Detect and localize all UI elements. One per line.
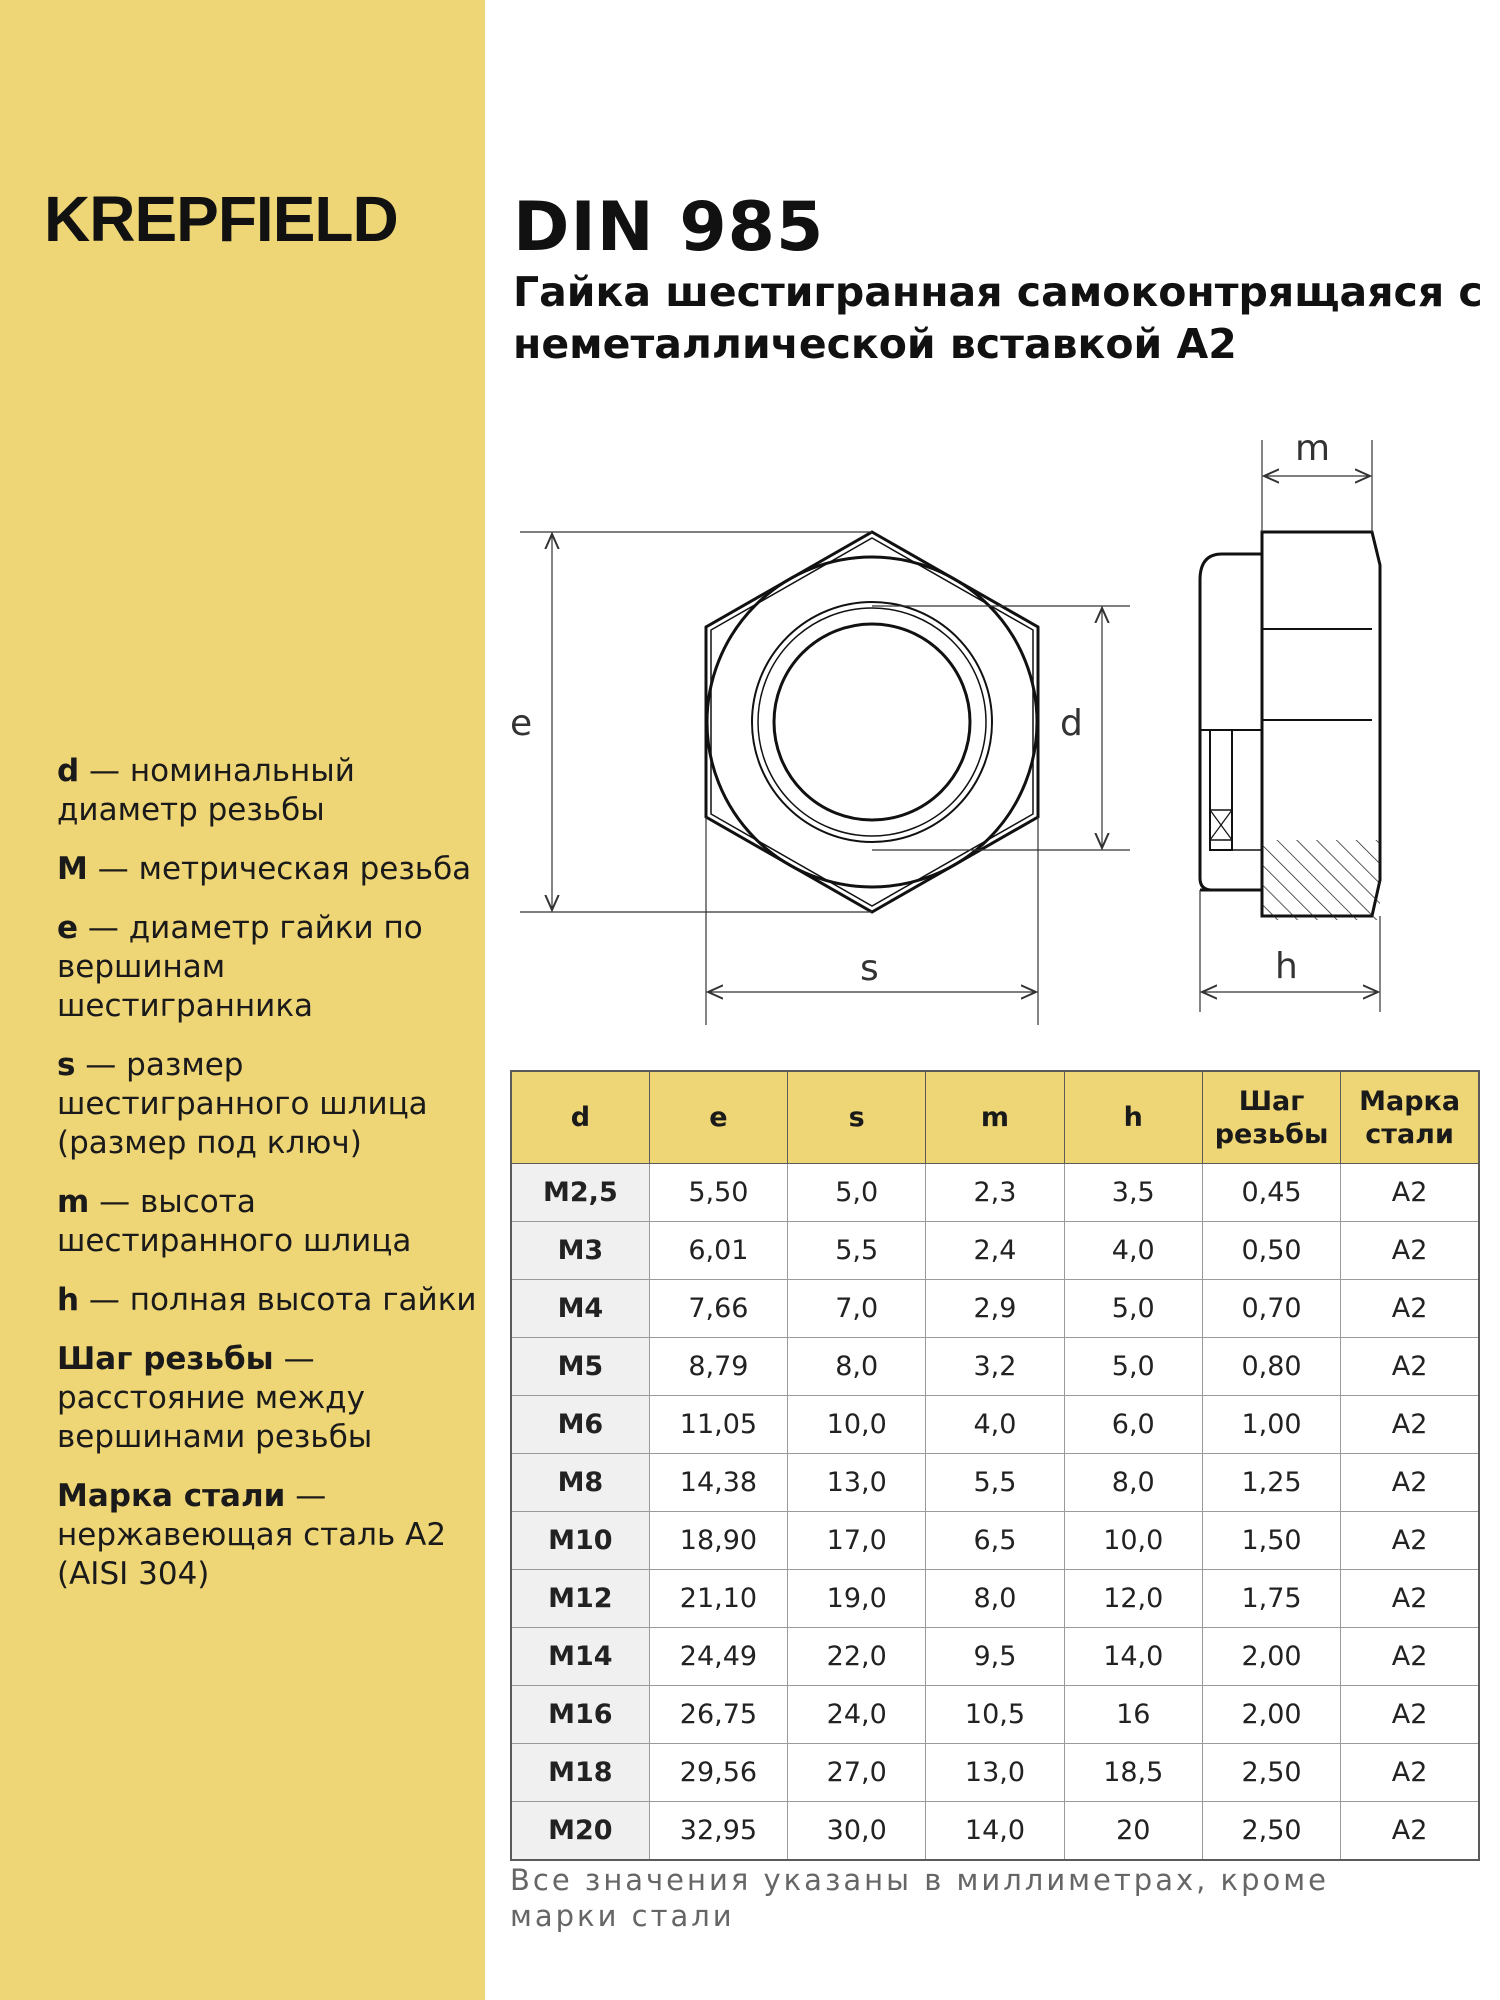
legend-item — [57, 1183, 477, 1261]
table-cell: 22,0 — [788, 1628, 926, 1686]
legend-term: Шаг резьбы — [57, 1341, 274, 1377]
table-cell: 1,25 — [1202, 1454, 1340, 1512]
legend-description: — размер шестигранного шлица (размер под ключ) — [57, 1047, 428, 1161]
table-cell: M2,5 — [511, 1164, 649, 1222]
legend-term: d — [57, 753, 80, 789]
table-cell: 5,5 — [788, 1222, 926, 1280]
table-cell: M14 — [511, 1628, 649, 1686]
table-cell: A2 — [1341, 1686, 1479, 1744]
table-cell: M16 — [511, 1686, 649, 1744]
table-cell: A2 — [1341, 1628, 1479, 1686]
table-row — [511, 1686, 1479, 1744]
legend-item — [57, 1340, 477, 1457]
legend-description: — высота шестиранного шлица — [57, 1184, 412, 1259]
table-cell: A2 — [1341, 1454, 1479, 1512]
table-cell: A2 — [1341, 1222, 1479, 1280]
table-cell: A2 — [1341, 1164, 1479, 1222]
table-cell: 0,80 — [1202, 1338, 1340, 1396]
table-header-row — [511, 1071, 1479, 1164]
nut-front-view — [706, 532, 1038, 912]
table-header-cell: m — [926, 1071, 1064, 1164]
page-title: DIN 985 — [513, 188, 825, 267]
table-cell: 2,9 — [926, 1280, 1064, 1338]
sidebar — [0, 0, 485, 2000]
table-body — [511, 1164, 1479, 1861]
table-cell: 13,0 — [926, 1744, 1064, 1802]
table-cell: 27,0 — [788, 1744, 926, 1802]
table-cell: M5 — [511, 1338, 649, 1396]
table-cell: 6,0 — [1064, 1396, 1202, 1454]
table-cell: 18,5 — [1064, 1744, 1202, 1802]
table-cell: M8 — [511, 1454, 649, 1512]
table-row — [511, 1338, 1479, 1396]
table-cell: 17,0 — [788, 1512, 926, 1570]
table-cell: M20 — [511, 1802, 649, 1861]
table-cell: A2 — [1341, 1570, 1479, 1628]
table-cell: 5,50 — [649, 1164, 787, 1222]
table-cell: 0,70 — [1202, 1280, 1340, 1338]
table-cell: 18,90 — [649, 1512, 787, 1570]
table-cell: 24,49 — [649, 1628, 787, 1686]
legend-item — [57, 1046, 477, 1163]
table-cell: M10 — [511, 1512, 649, 1570]
legend — [57, 752, 477, 1614]
table-cell: M18 — [511, 1744, 649, 1802]
table-header-cell: Марка стали — [1341, 1071, 1479, 1164]
table-cell: 20 — [1064, 1802, 1202, 1861]
table-row — [511, 1802, 1479, 1861]
table-cell: 24,0 — [788, 1686, 926, 1744]
dimension-s — [706, 817, 1038, 1025]
table-header-cell: d — [511, 1071, 649, 1164]
legend-description: — метрическая резьба — [87, 851, 472, 887]
table-cell: 7,0 — [788, 1280, 926, 1338]
table-cell: 4,0 — [1064, 1222, 1202, 1280]
table-cell: A2 — [1341, 1338, 1479, 1396]
legend-term: M — [57, 851, 88, 887]
dimension-e — [520, 532, 872, 912]
table-cell: 0,50 — [1202, 1222, 1340, 1280]
label-e: e — [510, 703, 533, 744]
label-d: d — [1060, 703, 1083, 744]
table-cell: 10,0 — [788, 1396, 926, 1454]
table-cell: 0,45 — [1202, 1164, 1340, 1222]
table-cell: 6,5 — [926, 1512, 1064, 1570]
legend-description: — номинальный диаметр резьбы — [57, 753, 355, 828]
table-cell: 13,0 — [788, 1454, 926, 1512]
table-cell: M3 — [511, 1222, 649, 1280]
table-cell: 30,0 — [788, 1802, 926, 1861]
legend-term: Марка стали — [57, 1478, 286, 1514]
table-row — [511, 1396, 1479, 1454]
table-cell: 2,4 — [926, 1222, 1064, 1280]
table-cell: 1,00 — [1202, 1396, 1340, 1454]
table-cell: 16 — [1064, 1686, 1202, 1744]
table-cell: 2,00 — [1202, 1686, 1340, 1744]
units-note: Все значения указаны в миллиметрах, кроме марки стали — [510, 1863, 1329, 1933]
table-row — [511, 1222, 1479, 1280]
table-cell: 8,0 — [926, 1570, 1064, 1628]
legend-description: — полная высота гайки — [79, 1282, 477, 1318]
table-cell: A2 — [1341, 1280, 1479, 1338]
legend-term: s — [57, 1047, 76, 1083]
table-cell: M6 — [511, 1396, 649, 1454]
table-cell: M12 — [511, 1570, 649, 1628]
table-cell: 6,01 — [649, 1222, 787, 1280]
table-cell: 21,10 — [649, 1570, 787, 1628]
table-row — [511, 1512, 1479, 1570]
table-row — [511, 1164, 1479, 1222]
table-cell: 9,5 — [926, 1628, 1064, 1686]
legend-description: — расстояние между вершинами резьбы — [57, 1341, 373, 1455]
table-cell: 2,3 — [926, 1164, 1064, 1222]
table-cell: 8,79 — [649, 1338, 787, 1396]
table-header-cell: s — [788, 1071, 926, 1164]
legend-term: e — [57, 910, 79, 946]
table-cell: 32,95 — [649, 1802, 787, 1861]
table-cell: A2 — [1341, 1512, 1479, 1570]
table-cell: 5,0 — [1064, 1280, 1202, 1338]
spec-table — [510, 1070, 1480, 1861]
table-cell: 26,75 — [649, 1686, 787, 1744]
table-row — [511, 1628, 1479, 1686]
table-row — [511, 1570, 1479, 1628]
legend-item — [57, 909, 477, 1026]
table-cell: 10,5 — [926, 1686, 1064, 1744]
table-header-cell: Шаг резьбы — [1202, 1071, 1340, 1164]
table-row — [511, 1280, 1479, 1338]
legend-description: — нержавеющая сталь А2 (AISI 304) — [57, 1478, 447, 1592]
table-cell: 4,0 — [926, 1396, 1064, 1454]
legend-item — [57, 850, 477, 889]
nut-side-view — [1200, 532, 1380, 920]
table-header-cell: h — [1064, 1071, 1202, 1164]
table-cell: 5,0 — [1064, 1338, 1202, 1396]
table-header-cell: e — [649, 1071, 787, 1164]
table-cell: 12,0 — [1064, 1570, 1202, 1628]
label-h: h — [1275, 946, 1298, 987]
table-cell: 1,75 — [1202, 1570, 1340, 1628]
table-cell: 2,00 — [1202, 1628, 1340, 1686]
table-cell: 3,2 — [926, 1338, 1064, 1396]
table-cell: 1,50 — [1202, 1512, 1340, 1570]
table-cell: 2,50 — [1202, 1744, 1340, 1802]
label-m: m — [1295, 428, 1331, 469]
brand-logo: KREPFIELD — [44, 183, 398, 255]
table-cell: 11,05 — [649, 1396, 787, 1454]
table-cell: M4 — [511, 1280, 649, 1338]
table-row — [511, 1744, 1479, 1802]
table-cell: 14,38 — [649, 1454, 787, 1512]
table-cell: A2 — [1341, 1744, 1479, 1802]
label-s: s — [860, 948, 879, 989]
table-cell: 5,5 — [926, 1454, 1064, 1512]
table-cell: 3,5 — [1064, 1164, 1202, 1222]
table-cell: 7,66 — [649, 1280, 787, 1338]
legend-description: — диаметр гайки по вершинам шестигранника — [57, 910, 423, 1024]
nut-drawing — [500, 420, 1490, 1040]
table-cell: 2,50 — [1202, 1802, 1340, 1861]
legend-item — [57, 752, 477, 830]
table-cell: 8,0 — [788, 1338, 926, 1396]
table-cell: 5,0 — [788, 1164, 926, 1222]
table-cell: 19,0 — [788, 1570, 926, 1628]
table-cell: 10,0 — [1064, 1512, 1202, 1570]
table-cell: 29,56 — [649, 1744, 787, 1802]
table-row — [511, 1454, 1479, 1512]
legend-item — [57, 1281, 477, 1320]
page-subtitle: Гайка шестигранная самоконтрящаяся с неметаллической вставкой А2 — [513, 268, 1483, 368]
legend-term: h — [57, 1282, 80, 1318]
table-cell: 8,0 — [1064, 1454, 1202, 1512]
table-cell: A2 — [1341, 1396, 1479, 1454]
table-cell: A2 — [1341, 1802, 1479, 1861]
table-cell: 14,0 — [1064, 1628, 1202, 1686]
legend-term: m — [57, 1184, 90, 1220]
legend-item — [57, 1477, 477, 1594]
table-cell: 14,0 — [926, 1802, 1064, 1861]
